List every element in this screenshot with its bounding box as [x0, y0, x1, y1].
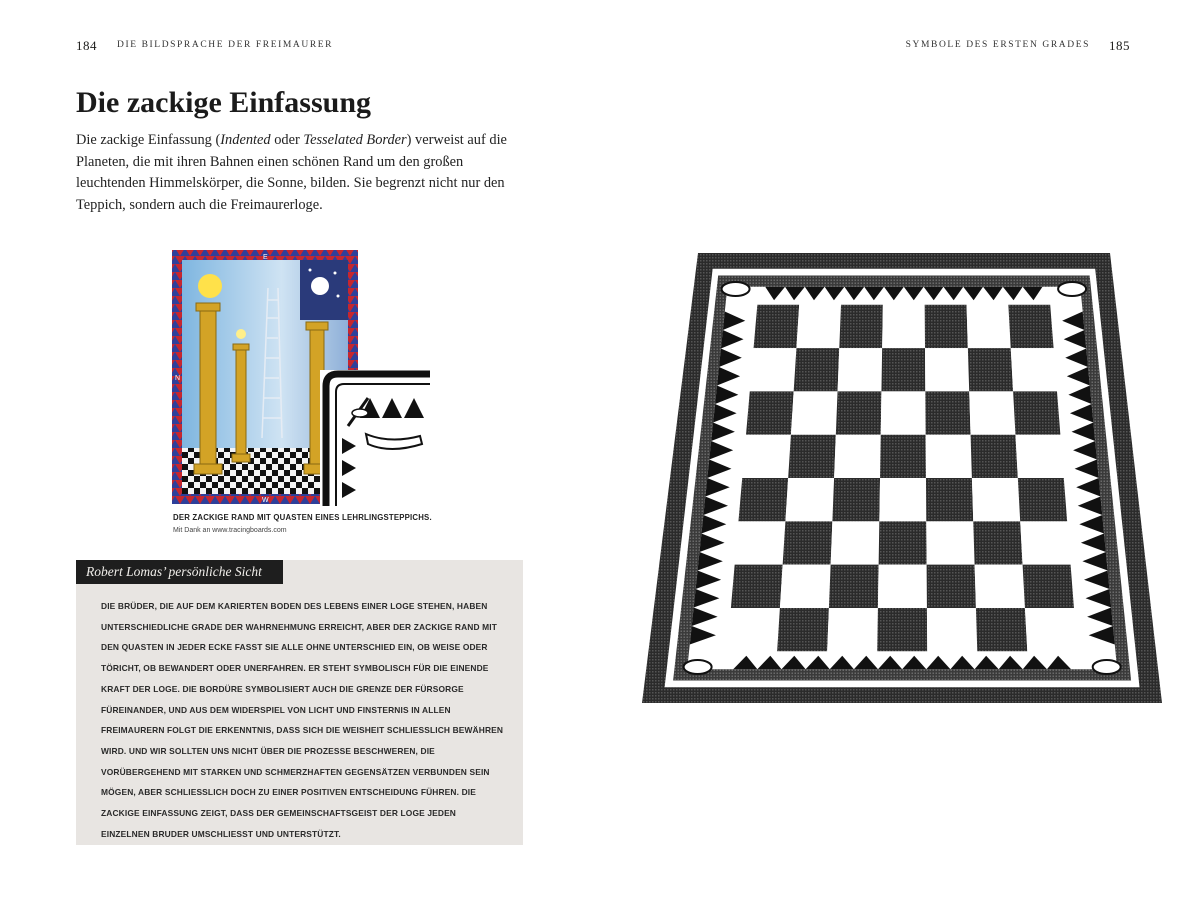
checker-square	[1008, 305, 1053, 348]
checker-square	[877, 608, 927, 651]
checker-square	[925, 391, 970, 434]
checker-square	[972, 478, 1020, 521]
checker-square	[838, 348, 883, 391]
checker-square	[750, 348, 797, 391]
checker-square	[971, 435, 1018, 478]
checker-square	[1025, 608, 1077, 651]
checker-square	[794, 348, 840, 391]
checker-square	[831, 521, 880, 564]
sun-icon	[198, 274, 222, 298]
label-east: E	[263, 254, 268, 261]
checker-square	[975, 565, 1025, 608]
checker-square	[796, 305, 841, 348]
intro-paragraph	[76, 130, 526, 216]
checker-square	[731, 565, 783, 608]
checker-square	[1020, 521, 1070, 564]
checker-square	[967, 305, 1011, 348]
checker-square	[783, 521, 833, 564]
checker-square	[777, 608, 829, 651]
checker-square	[788, 435, 836, 478]
checker-square	[925, 305, 968, 348]
checker-square	[832, 478, 880, 521]
checker-square	[735, 521, 786, 564]
checker-square	[882, 305, 925, 348]
intro-term-indented: Indented	[220, 132, 271, 148]
checkerboard-squares	[727, 305, 1077, 652]
checker-square	[968, 348, 1013, 391]
checker-square	[1015, 435, 1063, 478]
tassel-icon	[722, 282, 750, 296]
right-page-number: 185	[1109, 38, 1130, 53]
border-detail-inset	[320, 370, 430, 506]
tassel-icon	[684, 660, 712, 674]
checker-square	[879, 478, 926, 521]
checker-square	[829, 565, 879, 608]
page-title: Die zackige Einfassung	[76, 86, 372, 119]
checker-square	[839, 305, 883, 348]
checker-square	[973, 521, 1022, 564]
checker-square	[834, 435, 881, 478]
moon-icon	[311, 277, 329, 295]
checker-square	[880, 435, 926, 478]
checker-square	[827, 608, 878, 651]
label-north: N	[175, 375, 181, 382]
intro-term-tesselated: Tesselated Border	[303, 132, 407, 148]
checker-square	[881, 348, 925, 391]
checker-square	[878, 565, 927, 608]
checker-square	[925, 348, 969, 391]
right-running-title: SYMBOLE DES ERSTEN GRADES	[905, 40, 1090, 50]
left-page-number: 184	[76, 38, 97, 53]
checker-square	[754, 305, 800, 348]
checker-square	[926, 435, 972, 478]
personal-view-title: Robert Lomas’ persönliche Sicht	[76, 560, 283, 584]
checker-square	[746, 391, 794, 434]
checker-square	[879, 521, 927, 564]
checker-square	[926, 478, 973, 521]
checker-square	[926, 521, 974, 564]
checker-square	[976, 608, 1027, 651]
figure-credit: Mit Dank an www.tracingboards.com	[173, 527, 287, 534]
tassel-icon	[1093, 660, 1121, 674]
checker-square	[780, 565, 831, 608]
checker-square	[1013, 391, 1060, 434]
checker-square	[836, 391, 882, 434]
personal-view-text: DIE BRÜDER, DIE AUF DEM KARIERTEN BODEN DES LEBENS EINER LOGE STEHEN, HABEN UNTERSCHIEDLICHE GRADE DER WAHRNEHMUNG ERREICHT, ABER DER ZACKIGE RAND MIT DEN QUASTEN IN JEDER ECKE FASST SIE ALLE OHNE UNTERSCHIED EIN, OB WEISE ODER TÖRICHT, OB BEWANDERT ODER UNERFAHREN. ER STEHT SYMBOLISCH FÜR DIE EINENDE KRAFT DER LOGE. DIE BORDÜRE SYMBOLISIERT AUCH DIE GRENZE DER FÜRSORGE FÜREINANDER, UND AUS DEM WIDERSPIEL VON LICHT UND FINSTERNIS IN ALLEN FREIMAURERN FOLGT DIE ERKENNTNIS, DASS SICH DIE WEISHEIT SCHLIESSLICH BEWÄHREN WIRD. UND WIR SOLLTEN UNS NICHT ÜBER DIE PROZESSE BESCHWEREN, DIE VORÜBERGEHEND MIT STARKEN UND SCHMERZHAFTEN GEGENSÄTZEN VERBUNDEN SEIN MÖGEN, ABER SCHLIESSLICH DOCH ZU EINER POSITIVEN ENTSCHEIDUNG FÜHREN. DIE ZACKIGE EINFASSUNG ZEIGT, DASS DER GEMEINSCHAFTSGEIST DER LOGE JEDEN EINZELNEN BRUDER UMSCHLIESST UND UNTERSTÜTZT.	[101, 601, 504, 839]
checker-square	[1023, 565, 1074, 608]
intro-text-1: Die zackige Einfassung (	[76, 132, 221, 148]
checker-square	[785, 478, 834, 521]
left-running-title: DIE BILDSPRACHE DER FREIMAURER	[117, 40, 334, 50]
figure-caption: DER ZACKIGE RAND MIT QUASTEN EINES LEHRLINGSTEPPICHS.	[173, 513, 432, 522]
intro-text-2: oder	[270, 132, 304, 148]
checkered-carpet-illustration	[640, 248, 1164, 708]
checker-square	[742, 435, 791, 478]
checker-square	[1018, 478, 1067, 521]
checker-square	[738, 478, 788, 521]
tassel-icon	[1058, 282, 1086, 296]
intro-text-3: ) verweist auf die Planeten, die mit ihren Bahnen einen schönen Rand um den großen leuchtenden Himmelskörper, die Sonne, bilden. Sie begrenzt nicht nur den Teppich, sondern auch die Freimaurerloge.	[76, 132, 507, 213]
checker-square	[1011, 348, 1057, 391]
tracing-board-figure	[170, 248, 430, 508]
checker-square	[881, 391, 926, 434]
label-west: W	[262, 497, 269, 504]
tassel-icon	[352, 409, 368, 417]
checker-square	[927, 608, 977, 651]
checker-square	[927, 565, 976, 608]
checker-square	[791, 391, 838, 434]
checker-square	[727, 608, 780, 651]
checker-square	[969, 391, 1015, 434]
